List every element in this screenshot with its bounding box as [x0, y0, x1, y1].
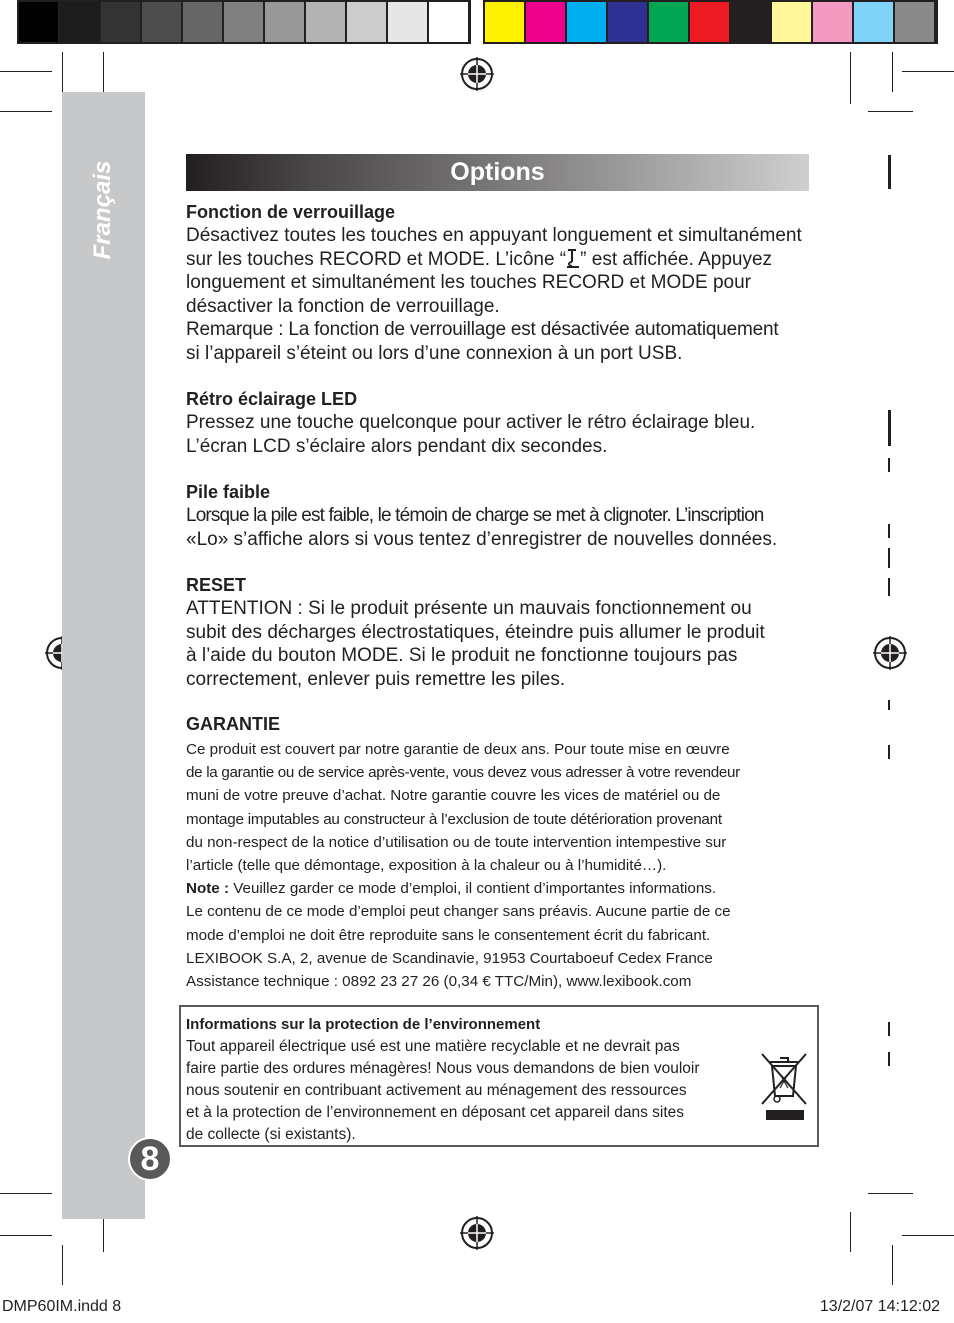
backlight-section: [186, 388, 811, 458]
warranty-line: Assistance technique : 0892 23 27 26 (0,34 € TTC/Min), www.lexibook.com: [186, 973, 692, 991]
lock-line: longuement et simultanément les touches RECORD et MODE pour: [186, 272, 751, 293]
warranty-line: de la garantie ou de service après-vente, vous devez vous adresser à votre revendeur: [186, 764, 740, 782]
language-label: Français: [89, 160, 116, 260]
color-swatch: [429, 2, 468, 42]
language-tab: [62, 92, 145, 292]
color-swatch: [60, 2, 99, 42]
warranty-line: muni de votre preuve d’achat. Notre garantie couvre les vices de matériel ou de: [186, 787, 721, 805]
warranty-section: [186, 713, 811, 993]
footer-file-name: DMP60IM.indd 8: [2, 1298, 122, 1315]
key-lock-icon: [566, 248, 580, 268]
color-swatch: [306, 2, 345, 42]
warranty-note: [186, 877, 811, 900]
backlight-line: L’écran LCD s’éclaire alors pendant dix secondes.: [186, 435, 608, 457]
environment-line: faire partie des ordures ménagères! Nous vous demandons de bien vouloir: [186, 1060, 700, 1077]
color-swatch: [608, 2, 647, 42]
lock-line: Remarque : La fonction de verrouillage est désactivée automatiquement: [186, 319, 779, 340]
lock-line: Désactivez toutes les touches en appuyant longuement et simultanément: [186, 225, 802, 246]
note-label: Note :: [186, 880, 230, 898]
environment-text: [186, 1014, 756, 1146]
color-swatch: [772, 2, 811, 42]
backlight-line: Pressez une touche quelconque pour activer le rétro éclairage bleu.: [186, 412, 756, 433]
reset-line: correctement, enlever puis remettre les piles.: [186, 668, 566, 690]
backlight-heading: Rétro éclairage LED: [186, 389, 358, 409]
color-swatch: [485, 2, 524, 42]
lock-line-part: sur les touches RECORD et MODE. L’icône “: [186, 248, 567, 270]
battery-line: Lorsque la pile est faible, le témoin de charge se met à clignoter. L’inscription: [186, 505, 764, 526]
color-swatch: [101, 2, 140, 42]
environment-line: nous soutenir en contribuant activement au ménagement des ressources: [186, 1082, 687, 1099]
lock-heading: Fonction de verrouillage: [186, 202, 396, 222]
warranty-line: mode d’emploi ne doit être reproduite sans le consentement écrit du fabricant.: [186, 926, 711, 944]
note-text: Veuillez garder ce mode d’emploi, il contient d’importantes informations.: [229, 880, 717, 898]
reset-section: [186, 574, 811, 691]
environment-line: et à la protection de l’environnement en déposant cet appareil dans sites: [186, 1104, 685, 1121]
section-title-bar: [186, 154, 809, 191]
color-swatch: [690, 2, 729, 42]
warranty-line: Ce produit est couvert par notre garantie de deux ans. Pour toute mise en œuvre: [186, 741, 730, 758]
registration-mark-icon: [460, 1216, 494, 1250]
color-swatch: [731, 2, 770, 42]
color-swatch: [854, 2, 893, 42]
color-swatch: [224, 2, 263, 42]
lock-line: si l’appareil s’éteint ou lors d’une connexion à un port USB.: [186, 342, 683, 364]
warranty-line: l’article (telle que démontage, exposition à la chaleur ou à l’humidité…).: [186, 857, 667, 875]
color-swatch: [347, 2, 386, 42]
color-swatch: [895, 2, 934, 42]
color-swatch: [649, 2, 688, 42]
lock-line: désactiver la fonction de verrouillage.: [186, 295, 500, 317]
section-title: Options: [450, 158, 545, 186]
lock-section: [186, 201, 811, 365]
color-swatch: [265, 2, 304, 42]
color-swatch: [567, 2, 606, 42]
color-swatch: [526, 2, 565, 42]
color-swatch: [813, 2, 852, 42]
reset-line: à l’aide du bouton MODE. Si le produit ne fonctionne toujours pas: [186, 645, 738, 666]
battery-line: «Lo» s’affiche alors si vous tentez d’enregistrer de nouvelles données.: [186, 528, 778, 550]
warranty-heading: GARANTIE: [186, 714, 280, 734]
footer-timestamp: 13/2/07 14:12:02: [819, 1298, 940, 1315]
warranty-line: montage imputables au constructeur à l’exclusion de toute détérioration provenant: [186, 810, 722, 828]
reset-heading: RESET: [186, 575, 247, 595]
page-number-badge: 8: [128, 1137, 172, 1181]
warranty-line: LEXIBOOK S.A, 2, avenue de Scandinavie, 91953 Courtaboeuf Cedex France: [186, 949, 713, 967]
environment-line: Tout appareil électrique usé est une matière recyclable et ne devrait pas: [186, 1038, 680, 1055]
color-swatch: [388, 2, 427, 42]
battery-heading: Pile faible: [186, 482, 271, 502]
warranty-line: Le contenu de ce mode d’emploi peut changer sans préavis. Aucune partie de ce: [186, 903, 731, 921]
lock-line: [186, 248, 811, 272]
environment-line: de collecte (si existants).: [186, 1126, 356, 1143]
lock-line-part: ” est affichée. Appuyez: [580, 248, 773, 270]
reset-line: subit des décharges électrostatiques, éteindre puis allumer le produit: [186, 621, 765, 643]
reset-line: ATTENTION : Si le produit présente un mauvais fonctionnement ou: [186, 598, 752, 619]
color-swatch: [142, 2, 181, 42]
registration-mark-icon: [460, 57, 494, 91]
color-swatch: [19, 2, 58, 42]
battery-section: [186, 481, 811, 551]
main-content: [186, 201, 811, 993]
environment-heading: Informations sur la protection de l’environnement: [186, 1016, 541, 1033]
registration-mark-icon: [873, 636, 907, 670]
color-swatch: [183, 2, 222, 42]
warranty-line: du non-respect de la notice d’utilisation ou de toute intervention intempestive sur: [186, 833, 727, 851]
crossed-out-wheelie-bin-icon: [760, 1052, 808, 1124]
